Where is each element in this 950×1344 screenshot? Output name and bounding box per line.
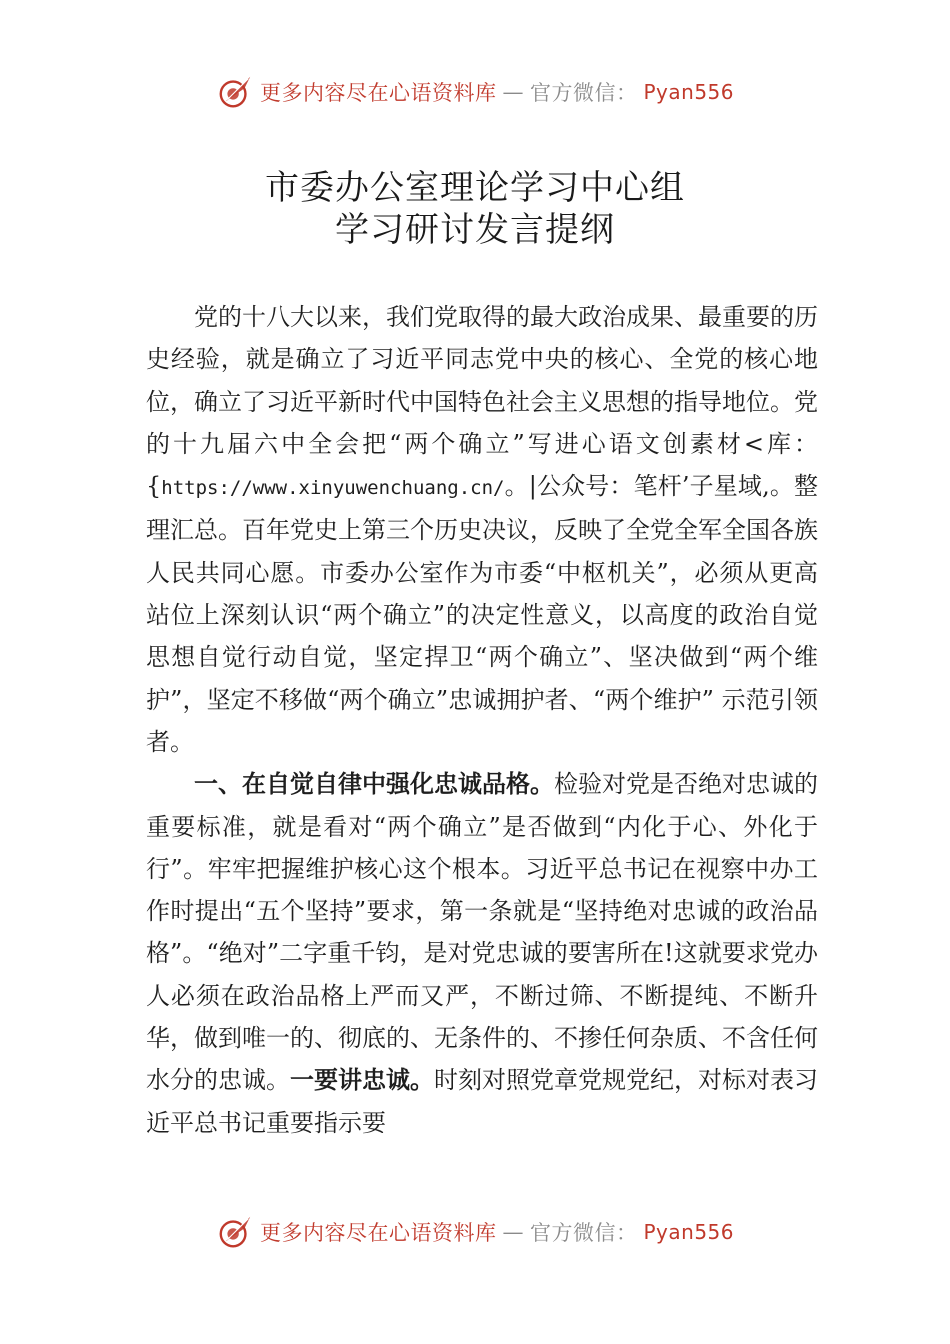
header-banner [0,72,950,112]
source-url: https://www.xinyuwenchuang.cn/ [161,477,505,500]
paragraph-intro [146,296,818,763]
banner-wechat-label: 官方微信： [529,81,638,105]
banner-library-text: 更多内容尽在心语资料库 [259,1221,497,1245]
quill-logo-icon [216,73,254,111]
banner-wechat-label: 官方微信： [529,1221,638,1245]
document-title-line2: 学习研讨发言提纲 [335,210,615,250]
paragraph-intro-part2: 。|公众号：笔杆’子星域,。整理汇总。百年党史上第三个历史决议，反映了全党全军全国各族人民共同心愿。市委办公室作为市委“中枢机关”，必须从更高站位上深刻认识“两个确立”的决定性意义，以高度的政治自觉思想自觉行动自觉，坚定捍卫“两个确立”、坚决做到“两个维护”，坚定不移做“两个确立”忠诚拥护者、“两个维护” 示范引领者。 [146,472,818,756]
quill-logo-icon [216,1213,254,1251]
section-one-text: 检验对党是否绝对忠诚的重要标准，就是看对“两个确立”是否做到“内化于心、外化于行”。牢牢把握维护核心这个根本。习近平总书记在视察中办工作时提出“五个坚持”要求，第一条就是“坚持绝对忠诚的政治品格”。“绝对”二字重千钧，是对党忠诚的要害所在!这就要求党办人必须在政治品格上严而又严，不断过筛、不断提纯、不断升华，做到唯一的、彻底的、无条件的、不掺任何杂质、不含任何水分的忠诚。 [146,770,818,1095]
section-one-subhead: 一要讲忠诚。 [290,1066,434,1095]
banner-dash: — [502,80,524,104]
paragraph-intro-part1: 党的十八大以来，我们党取得的最大政治成果、最重要的历史经验，就是确立了习近平同志党中央的核心、全党的核心地位，确立了习近平新时代中国特色社会主义思想的指导地位。党的十九届六中全会把“两个确立”写进心语文创素材<库：{ [146,303,818,501]
banner-wechat-id: Pyan556 [643,1220,734,1244]
document-body [146,296,818,1144]
footer-banner [0,1212,950,1252]
document-title-line1: 市委办公室理论学习中心组 [265,168,685,208]
section-one-heading: 一、在自觉自律中强化忠诚品格。 [194,770,554,799]
paragraph-section-one [146,763,818,1144]
banner-library-text: 更多内容尽在心语资料库 [259,81,497,105]
banner-dash: — [502,1220,524,1244]
banner-wechat-id: Pyan556 [643,80,734,104]
section-one-text2: 时刻对照党章党规党纪，对标对表习近平总书记重要指示要 [146,1066,818,1137]
